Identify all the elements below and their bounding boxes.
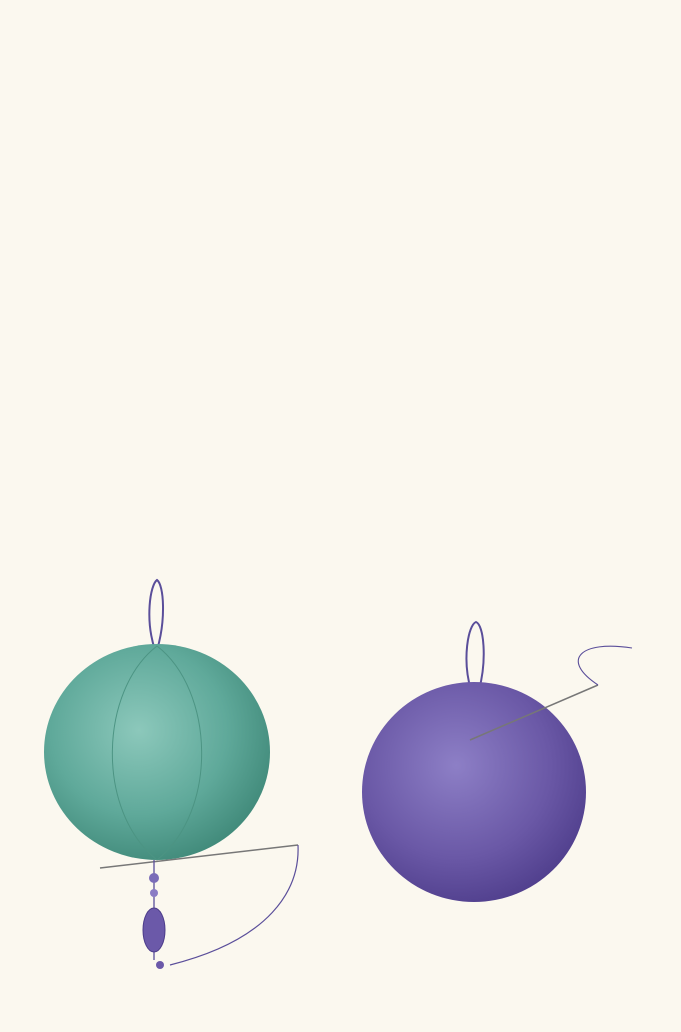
green-bauble xyxy=(44,580,298,969)
bauble-body xyxy=(44,644,270,860)
purple-bauble xyxy=(362,622,632,902)
thread xyxy=(578,646,632,685)
hanging-loop xyxy=(467,622,484,690)
large-bead xyxy=(143,908,165,952)
thread xyxy=(170,845,298,965)
bauble-body xyxy=(362,682,586,902)
hanging-loop xyxy=(149,580,163,650)
